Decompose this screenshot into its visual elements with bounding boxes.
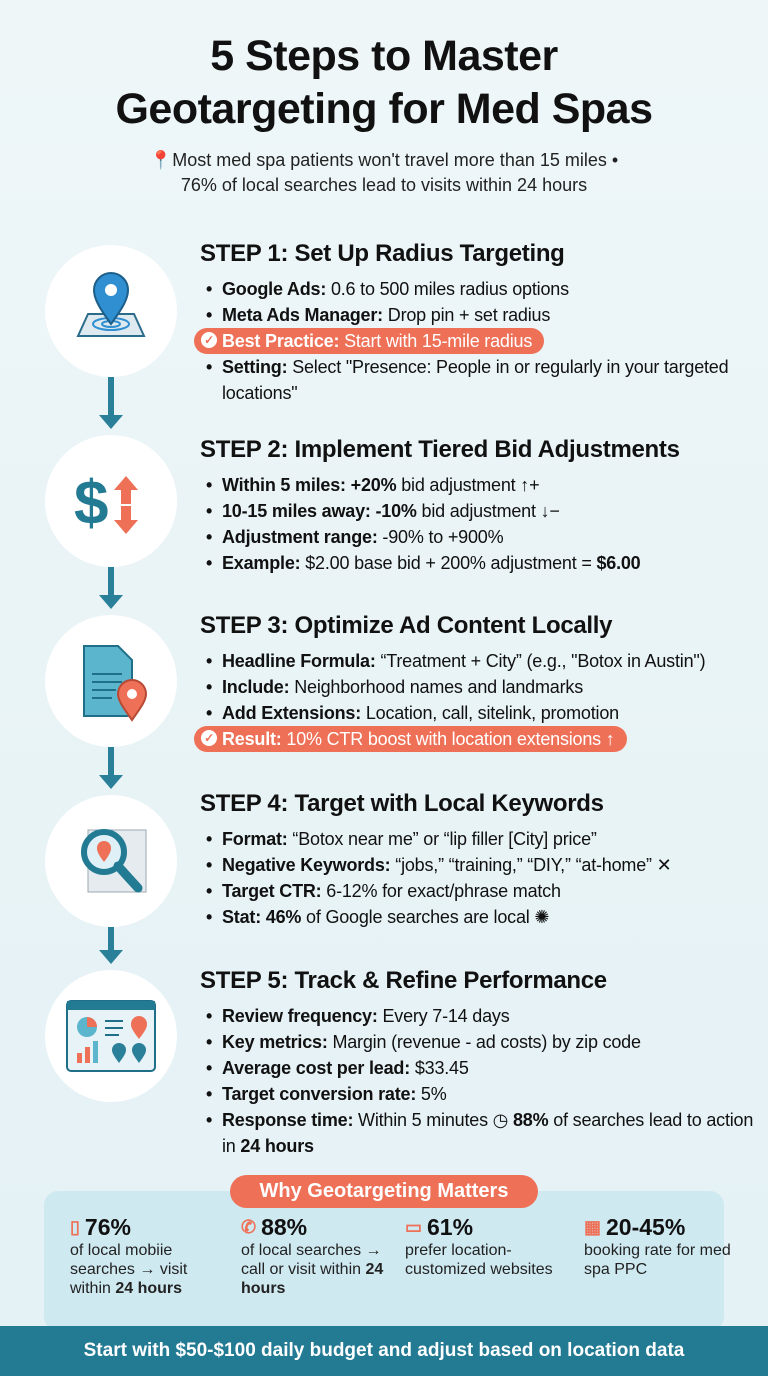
stat-number: 76% (84, 1214, 131, 1240)
bullet-item (200, 550, 760, 576)
stat-item (241, 1214, 391, 1298)
phone-icon: ▯ (70, 1217, 80, 1237)
stat-item (70, 1214, 220, 1298)
bullet-key: Within 5 miles: +20% (222, 475, 397, 495)
stat-bold: 24 hours (241, 1261, 384, 1297)
map-icon: 📍 (149, 150, 173, 170)
bullet-key: Format: (222, 829, 288, 849)
stat-number: 20-45% (606, 1214, 686, 1240)
step-1 (200, 240, 760, 406)
bullet-key: Result: (222, 729, 282, 749)
bullet-text: of searches lead to action in (222, 1110, 754, 1156)
bullet-text: Select "Presence: People in or regularly in your targeted locations" (222, 357, 729, 403)
bullet-key: Best Practice: (222, 331, 340, 351)
bullet-item (200, 302, 760, 328)
stat-item (584, 1214, 734, 1279)
bullet-item (200, 648, 760, 674)
bullet-text: 6-12% for exact/phrase match (321, 881, 561, 901)
svg-text:$: $ (74, 469, 109, 538)
bullet-text: “jobs,” “training,” “DIY,” “at-home” ✕ (390, 855, 672, 875)
step-title: STEP 2: Implement Tiered Bid Adjustments (200, 436, 680, 463)
bullet-item (200, 904, 760, 930)
footer-banner: Start with $50-$100 daily budget and adjust based on location data (0, 1326, 768, 1376)
stat-number: 61% (427, 1214, 474, 1240)
bullet-key: Google Ads: (222, 279, 327, 299)
step-title: STEP 3: Optimize Ad Content Locally (200, 612, 613, 639)
subtitle-line-2: 76% of local searches lead to visits within 24 hours (180, 175, 588, 195)
call-icon: ✆ (241, 1217, 257, 1237)
bullet-text: $2.00 base bid + 200% adjustment = (300, 553, 597, 573)
bullet-item (200, 674, 760, 700)
stat-text: of local searches → call or visit within (241, 1242, 382, 1278)
bullet-item (200, 852, 760, 878)
down-arrow-icon (104, 927, 118, 964)
stat-item (405, 1214, 575, 1279)
highlight-callout (194, 726, 627, 752)
highlight-callout (194, 328, 544, 354)
bullet-key: Meta Ads Manager: (222, 305, 383, 325)
map-pin-icon (45, 245, 177, 377)
bullet-text: Neighborhood names and landmarks (289, 677, 583, 697)
step-3 (200, 612, 760, 752)
bullet-key: 10-15 miles away: -10% (222, 501, 417, 521)
bullet-item (200, 276, 760, 302)
bullet-item (200, 1107, 760, 1159)
stat-value (405, 1214, 575, 1240)
bullet-key: $6.00 (596, 553, 641, 573)
bullet-key: Key metrics: (222, 1032, 328, 1052)
page-title (0, 30, 768, 136)
bullet-text: bid adjustment ↓− (416, 501, 560, 521)
step-title: STEP 4: Target with Local Keywords (200, 790, 604, 817)
bullet-key: Example: (222, 553, 301, 573)
stat-text: of local mobiie searches → visit within (70, 1242, 188, 1297)
title-line-2: Geotargeting for Med Spas (115, 85, 653, 133)
subtitle (0, 148, 768, 198)
down-arrow-icon (104, 747, 118, 789)
bullet-item (200, 354, 760, 406)
down-arrow-icon (104, 567, 118, 609)
bullet-text: $33.45 (410, 1058, 469, 1078)
bullet-text: Every 7-14 days (377, 1006, 510, 1026)
bullet-text: Drop pin + set radius (382, 305, 551, 325)
bullet-key: Average cost per lead: (222, 1058, 411, 1078)
bullet-item (200, 1081, 760, 1107)
bullet-text: Within 5 minutes ◷ (353, 1110, 513, 1130)
bullet-item (200, 524, 760, 550)
bullet-key: Target conversion rate: (222, 1084, 417, 1104)
down-arrow-icon (104, 377, 118, 429)
bullet-key: 88% (513, 1110, 549, 1130)
step-2 (200, 436, 760, 576)
stat-value (70, 1214, 220, 1240)
stat-bold: 24 hours (115, 1280, 183, 1297)
bullet-key: Headline Formula: (222, 651, 376, 671)
bullet-item (200, 1003, 760, 1029)
stat-number: 88% (261, 1214, 308, 1240)
bullet-text: 10% CTR boost with location extensions ↑ (281, 729, 615, 749)
bullet-item (200, 1055, 760, 1081)
subtitle-line-1: Most med spa patients won't travel more than 15 miles • (172, 150, 619, 170)
bullet-text: -90% to +900% (377, 527, 504, 547)
step-title: STEP 5: Track & Refine Performance (200, 967, 607, 994)
bullet-key: Stat: 46% (222, 907, 302, 927)
bullet-key: Adjustment range: (222, 527, 378, 547)
bullet-item (200, 1029, 760, 1055)
bullet-text: of Google searches are local ✺ (301, 907, 550, 927)
step-5 (200, 967, 760, 1159)
stat-text: prefer location-customized websites (405, 1242, 553, 1278)
bullet-item (200, 826, 760, 852)
bullet-text: Start with 15-mile radius (339, 331, 533, 351)
bullet-item (200, 472, 760, 498)
bullet-item (200, 700, 760, 726)
bullet-key: Response time: (222, 1110, 354, 1130)
browser-icon: ▭ (405, 1217, 423, 1237)
step-title: STEP 1: Set Up Radius Targeting (200, 240, 565, 267)
bullet-text: “Treatment + City” (e.g., "Botox in Austin") (375, 651, 706, 671)
bullet-key: Include: (222, 677, 290, 697)
magnifier-map-icon (45, 795, 177, 927)
dollar-arrows-icon (45, 435, 177, 567)
stat-value (584, 1214, 734, 1240)
bullet-key: Review frequency: (222, 1006, 378, 1026)
stat-value (241, 1214, 391, 1240)
bullet-key: Add Extensions: (222, 703, 362, 723)
bullet-item (200, 498, 760, 524)
bullet-item (200, 878, 760, 904)
bullet-text: Margin (revenue - ad costs) by zip code (327, 1032, 641, 1052)
title-line-1: 5 Steps to Master (210, 32, 558, 80)
bullet-text: “Botox near me” or “lip filler [City] price” (287, 829, 597, 849)
why-title: Why Geotargeting Matters (230, 1175, 538, 1208)
bullet-text: bid adjustment ↑+ (396, 475, 540, 495)
dashboard-icon (45, 970, 177, 1102)
step-4 (200, 790, 760, 930)
bullet-key: Setting: (222, 357, 288, 377)
bullet-key: Negative Keywords: (222, 855, 391, 875)
bullet-text: Location, call, sitelink, promotion (361, 703, 619, 723)
bullet-text: 0.6 to 500 miles radius options (326, 279, 569, 299)
calendar-icon: ▦ (584, 1217, 602, 1237)
bullet-key: Target CTR: (222, 881, 322, 901)
bullet-text: 5% (416, 1084, 447, 1104)
stat-text: booking rate for med spa PPC (584, 1242, 731, 1278)
document-pin-icon (45, 615, 177, 747)
bullet-key: 24 hours (240, 1136, 314, 1156)
